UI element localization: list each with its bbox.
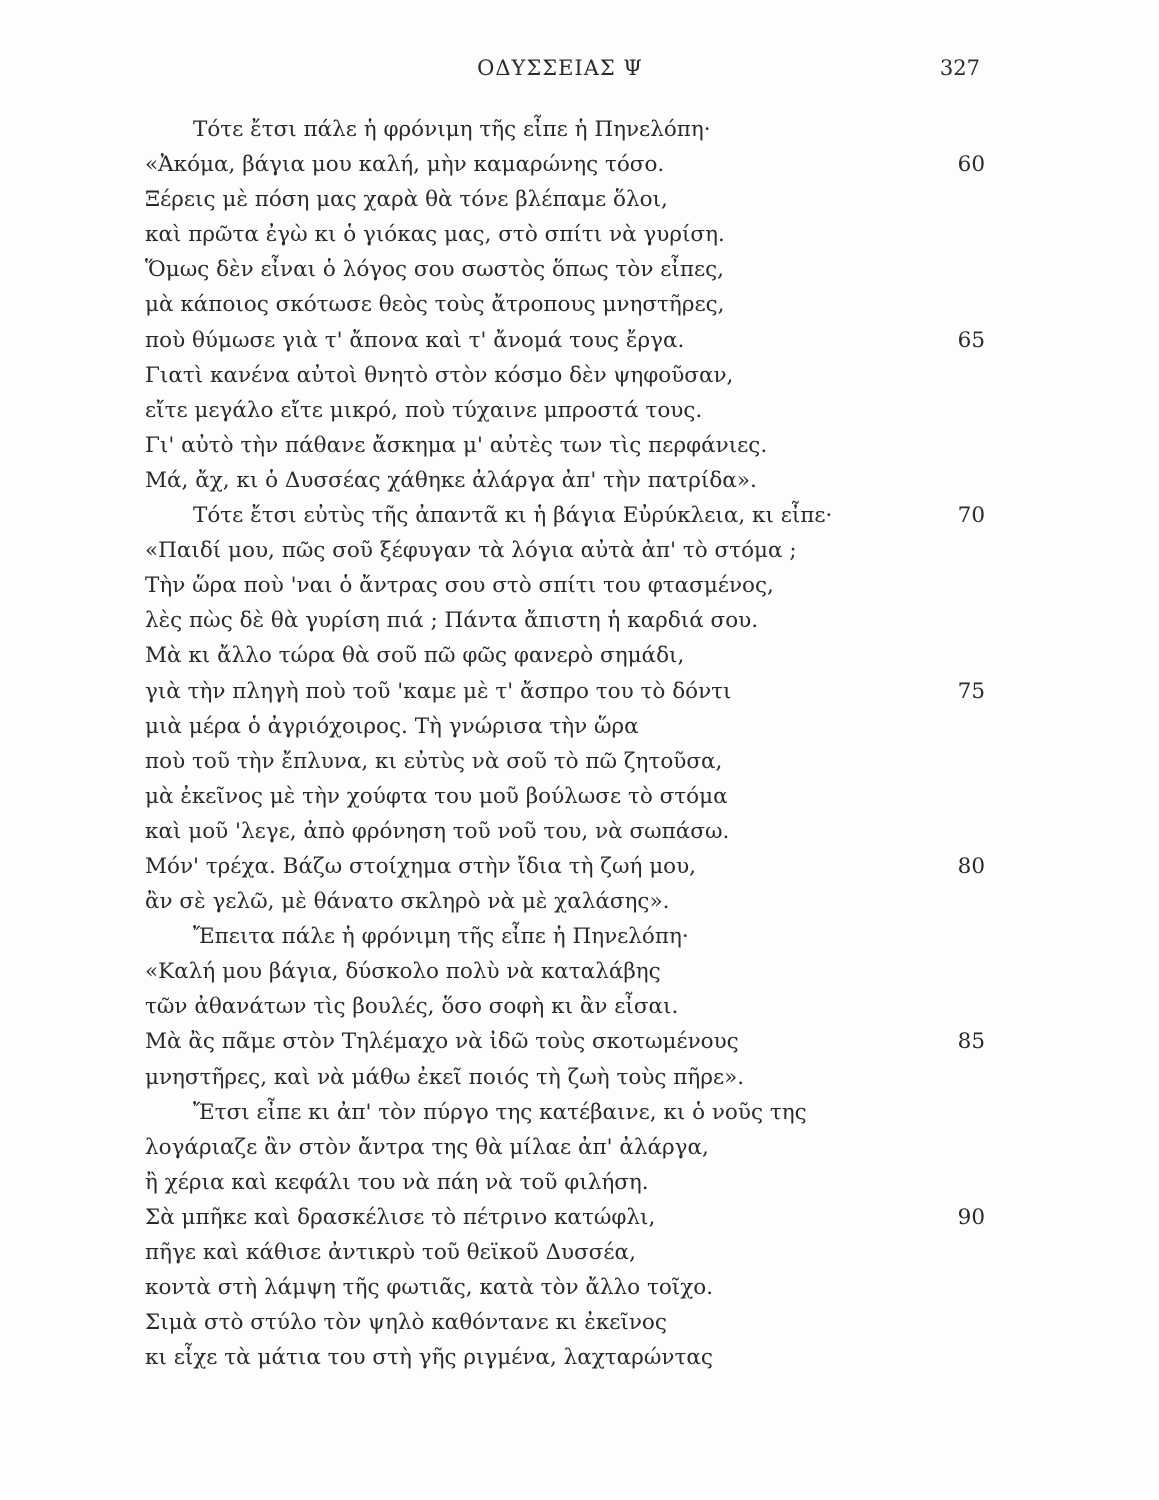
verse-line (145, 638, 985, 673)
verse-line-text: ἢ χέρια καὶ κεφάλι του νὰ πάη νὰ τοῦ φιλήση. (145, 1169, 649, 1195)
verse-line-text: λογάριαζε ἂν στὸν ἄντρα της θὰ μίλαε ἀπ' ἀλάργα, (145, 1134, 709, 1160)
verse-line (145, 1060, 985, 1095)
verse-line-text: Σιμὰ στὸ στύλο τὸν ψηλὸ καθόντανε κι ἐκεῖνος (145, 1310, 667, 1336)
verse-line (145, 849, 985, 884)
verse-line (145, 744, 985, 779)
verse-line-text: μὰ κάποιος σκότωσε θεὸς τοὺς ἄτροπους μνηστῆρες, (145, 292, 725, 318)
verse-line (145, 1200, 985, 1235)
verse-line (145, 779, 985, 814)
verse-line (145, 252, 985, 287)
running-head (140, 52, 980, 86)
verse-line (145, 428, 985, 463)
verse-line (145, 147, 985, 182)
verse-line (145, 814, 985, 849)
verse-line-text: καὶ πρῶτα ἐγὼ κι ὁ γιόκας μας, στὸ σπίτι νὰ γυρίση. (145, 222, 725, 248)
verse-line (145, 568, 985, 603)
verse-line-text: Μά, ἄχ, κι ὁ Δυσσέας χάθηκε ἀλάργα ἀπ' τὴν πατρίδα». (145, 467, 757, 493)
verse-line-text: Μὰ κι ἄλλο τώρα θὰ σοῦ πῶ φῶς φανερὸ σημάδι, (145, 643, 685, 669)
verse-line-text: «Ἀκόμα, βάγια μου καλή, μὴν καμαρώνης τόσο. (145, 152, 665, 178)
verse-line-text: Μόν' τρέχα. Βάζω στοίχημα στὴν ἴδια τὴ ζωή μου, (145, 853, 697, 879)
line-number: 70 (957, 503, 985, 529)
page-number: 327 (939, 56, 980, 80)
verse-line-text: Ἔπειτα πάλε ἡ φρόνιμη τῆς εἶπε ἡ Πηνελόπη· (193, 924, 689, 950)
verse-line-text: «Καλή μου βάγια, δύσκολο πολὺ νὰ καταλάβης (145, 959, 661, 985)
verse-line-text: Τότε ἔτσι πάλε ἡ φρόνιμη τῆς εἶπε ἡ Πηνελόπη· (193, 117, 711, 142)
verse-line (145, 1165, 985, 1200)
verse-line-text: Τὴν ὥρα ποὺ 'ναι ὁ ἄντρας σου στὸ σπίτι του φτασμένος, (145, 573, 774, 599)
verse-line (145, 1270, 985, 1305)
verse-line (145, 709, 985, 744)
verse-line (145, 1095, 985, 1130)
verse-line (145, 182, 985, 217)
verse-line (145, 498, 985, 533)
verse-line (145, 884, 985, 919)
verse-line (145, 217, 985, 252)
verse-line-text: Ὅμως δὲν εἶναι ὁ λόγος σου σωστὸς ὅπως τὸν εἶπες, (145, 257, 724, 283)
verse-line-text: λὲς πὼς δὲ θὰ γυρίση πιά ; Πάντα ἄπιστη ἡ καρδιά σου. (145, 608, 759, 634)
verse-line (145, 603, 985, 638)
line-number: 65 (957, 327, 985, 353)
verse-line-text: μιὰ μέρα ὁ ἀγριόχοιρος. Τὴ γνώρισα τὴν ὥρα (145, 713, 639, 739)
verse-line-text: Ἔτσι εἶπε κι ἀπ' τὸν πύργο της κατέβαινε, κι ὁ νοῦς της (193, 1099, 807, 1125)
verse-line-text: Σὰ μπῆκε καὶ δρασκέλισε τὸ πέτρινο κατώφλι, (145, 1204, 656, 1230)
verse-line-text: ποὺ τοῦ τὴν ἔπλυνα, κι εὐτὺς νὰ σοῦ τὸ πῶ ζητοῦσα, (145, 748, 723, 774)
verse-line (145, 1235, 985, 1270)
verse-line (145, 1130, 985, 1165)
line-number: 75 (957, 678, 985, 704)
verse-line-text: μνηστῆρες, καὶ νὰ μάθω ἐκεῖ ποιός τὴ ζωὴ τοὺς πῆρε». (145, 1064, 745, 1090)
verse-line-text: Τότε ἔτσι εὐτὺς τῆς ἀπαντᾶ κι ἡ βάγια Εὐρύκλεια, κι εἶπε· (193, 503, 833, 529)
verse-line (145, 674, 985, 709)
verse-line (145, 1024, 985, 1059)
verse-line-text: καὶ μοῦ 'λεγε, ἀπὸ φρόνηση τοῦ νοῦ του, νὰ σωπάσω. (145, 818, 730, 844)
verse-line (145, 1305, 985, 1340)
verse-line (145, 393, 985, 428)
verse-line (145, 954, 985, 989)
verse-line (145, 1340, 985, 1375)
verse-line-text: Γι' αὐτὸ τὴν πάθανε ἄσκημα μ' αὐτὲς των τὶς περφάνιες. (145, 432, 768, 458)
verse-line (145, 919, 985, 954)
line-number: 85 (957, 1029, 985, 1055)
verse-line-text: Γιατὶ κανένα αὐτοὶ θνητὸ στὸν κόσμο δὲν ψηφοῦσαν, (145, 362, 734, 388)
line-number: 80 (957, 853, 985, 879)
verse-line-text: Μὰ ἂς πᾶμε στὸν Τηλέμαχο νὰ ἰδῶ τοὺς σκοτωμένους (145, 1029, 739, 1055)
verse-line-text: κοντὰ στὴ λάμψη τῆς φωτιᾶς, κατὰ τὸν ἄλλο τοῖχο. (145, 1275, 714, 1301)
verse-block (145, 112, 985, 1375)
verse-line-text: εἴτε μεγάλο εἴτε μικρό, ποὺ τύχαινε μπροστά τους. (145, 397, 703, 423)
verse-line-text: «Παιδί μου, πῶς σοῦ ξέφυγαν τὰ λόγια αὐτὰ ἀπ' τὸ στόμα ; (145, 538, 797, 564)
verse-line (145, 358, 985, 393)
verse-line-text: ποὺ θύμωσε γιὰ τ' ἄπονα καὶ τ' ἄνομά τους ἔργα. (145, 327, 685, 353)
verse-line-text: ἂν σὲ γελῶ, μὲ θάνατο σκληρὸ νὰ μὲ χαλάσης». (145, 889, 670, 915)
verse-line (145, 533, 985, 568)
verse-line (145, 989, 985, 1024)
verse-line (145, 112, 985, 147)
verse-line-text: πῆγε καὶ κάθισε ἀντικρὺ τοῦ θεϊκοῦ Δυσσέα, (145, 1240, 636, 1265)
verse-line (145, 287, 985, 322)
line-number: 90 (957, 1204, 985, 1230)
verse-line-text: κι εἶχε τὰ μάτια του στὴ γῆς ριγμένα, λαχταρώντας (145, 1345, 713, 1371)
verse-line-text: γιὰ τὴν πληγὴ ποὺ τοῦ 'καμε μὲ τ' ἄσπρο του τὸ δόντι (145, 678, 732, 704)
verse-line (145, 323, 985, 358)
verse-line (145, 463, 985, 498)
verse-line-text: Ξέρεις μὲ πόση μας χαρὰ θὰ τόνε βλέπαμε ὅλοι, (145, 187, 668, 213)
line-number: 60 (957, 152, 985, 178)
running-head-title: ΟΔΥΣΣΕΙΑΣ Ψ (477, 56, 643, 80)
verse-line-text: τῶν ἀθανάτων τὶς βουλές, ὅσο σοφὴ κι ἂν εἶσαι. (145, 994, 679, 1020)
verse-line-text: μὰ ἐκεῖνος μὲ τὴν χούφτα του μοῦ βούλωσε τὸ στόμα (145, 783, 728, 809)
